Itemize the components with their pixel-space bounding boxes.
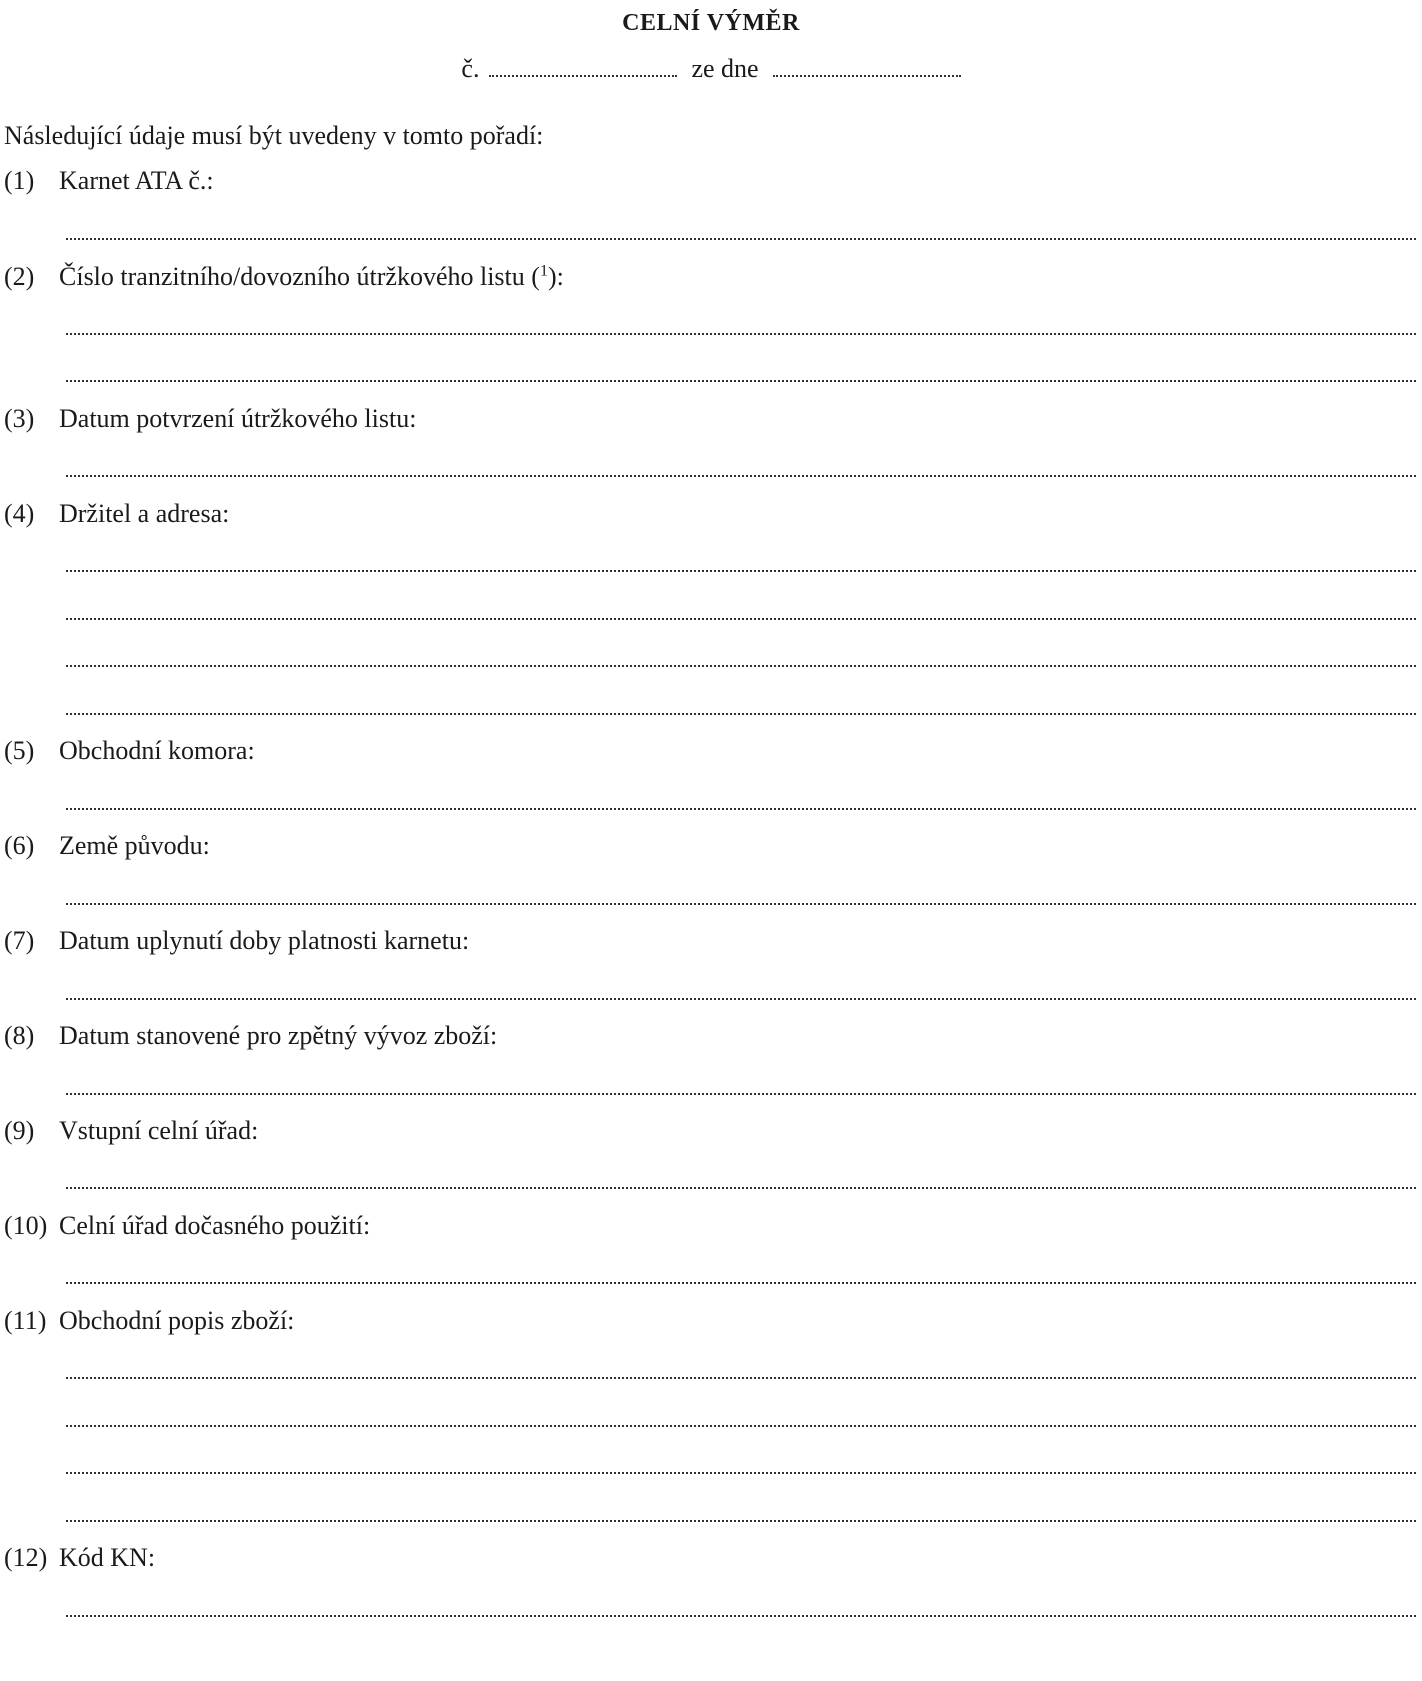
field-4-blank-1[interactable] bbox=[66, 570, 1416, 572]
field-number: (9) bbox=[4, 1116, 35, 1145]
field-number: (12) bbox=[4, 1543, 48, 1572]
field-number: (5) bbox=[4, 736, 35, 765]
field-3-blank[interactable] bbox=[66, 475, 1416, 477]
field-label: Karnet ATA č.: bbox=[59, 166, 214, 195]
field-number: (1) bbox=[4, 166, 35, 195]
field-label-end: ): bbox=[547, 262, 564, 291]
field-number: (11) bbox=[4, 1306, 47, 1335]
field-3-confirmation-date bbox=[4, 404, 416, 434]
field-label: Kód KN: bbox=[59, 1543, 156, 1572]
field-4-blank-3[interactable] bbox=[66, 665, 1416, 667]
field-6-blank[interactable] bbox=[66, 903, 1416, 905]
field-9-entry-office bbox=[4, 1116, 258, 1146]
field-label: Číslo tranzitního/dovozního útržkového listu ( bbox=[59, 262, 540, 291]
field-1-blank[interactable] bbox=[66, 238, 1416, 240]
field-5-chamber-of-commerce bbox=[4, 736, 255, 766]
field-label: Držitel a adresa: bbox=[59, 499, 230, 528]
field-label: Datum potvrzení útržkového listu: bbox=[59, 404, 417, 433]
field-9-blank[interactable] bbox=[66, 1187, 1416, 1189]
field-11-goods-description bbox=[4, 1306, 294, 1336]
field-1-karnet bbox=[4, 166, 214, 196]
field-number: (6) bbox=[4, 831, 35, 860]
field-11-blank-3[interactable] bbox=[66, 1472, 1416, 1474]
field-5-blank[interactable] bbox=[66, 808, 1416, 810]
intro-text: Následující údaje musí být uvedeny v tomto pořadí: bbox=[4, 121, 544, 150]
field-label: Datum uplynutí doby platnosti karnetu: bbox=[59, 926, 470, 955]
field-number: (4) bbox=[4, 499, 35, 528]
field-12-blank[interactable] bbox=[66, 1615, 1416, 1617]
field-label: Obchodní komora: bbox=[59, 736, 255, 765]
field-7-expiry-date bbox=[4, 926, 469, 956]
field-number: (8) bbox=[4, 1021, 35, 1050]
date-blank[interactable] bbox=[773, 55, 961, 77]
field-11-blank-1[interactable] bbox=[66, 1377, 1416, 1379]
footnote-ref: 1 bbox=[539, 262, 548, 280]
field-label: Obchodní popis zboží: bbox=[59, 1306, 295, 1335]
field-2-blank-2[interactable] bbox=[66, 380, 1416, 382]
field-11-blank-2[interactable] bbox=[66, 1425, 1416, 1427]
date-label: ze dne bbox=[691, 54, 759, 83]
field-2-slip-number bbox=[4, 262, 564, 292]
document-number-line bbox=[0, 54, 1422, 84]
number-blank[interactable] bbox=[489, 55, 677, 77]
field-12-cn-code bbox=[4, 1543, 155, 1573]
field-4-holder-address bbox=[4, 499, 229, 529]
field-4-blank-4[interactable] bbox=[66, 713, 1416, 715]
number-label: č. bbox=[461, 54, 480, 83]
field-label: Celní úřad dočasného použití: bbox=[59, 1211, 371, 1240]
field-10-blank[interactable] bbox=[66, 1282, 1416, 1284]
field-number: (2) bbox=[4, 262, 35, 291]
field-label: Datum stanovené pro zpětný vývoz zboží: bbox=[59, 1021, 498, 1050]
field-10-temporary-use-office bbox=[4, 1211, 370, 1241]
field-11-blank-4[interactable] bbox=[66, 1520, 1416, 1522]
field-2-blank-1[interactable] bbox=[66, 333, 1416, 335]
field-4-blank-2[interactable] bbox=[66, 618, 1416, 620]
field-8-blank[interactable] bbox=[66, 1093, 1416, 1095]
field-number: (3) bbox=[4, 404, 35, 433]
field-label: Vstupní celní úřad: bbox=[59, 1116, 259, 1145]
document-title: CELNÍ VÝMĚR bbox=[622, 10, 800, 36]
field-6-country-of-origin bbox=[4, 831, 210, 861]
field-number: (7) bbox=[4, 926, 35, 955]
field-label: Země původu: bbox=[59, 831, 210, 860]
field-7-blank[interactable] bbox=[66, 998, 1416, 1000]
field-number: (10) bbox=[4, 1211, 48, 1240]
field-8-reexport-date bbox=[4, 1021, 497, 1051]
